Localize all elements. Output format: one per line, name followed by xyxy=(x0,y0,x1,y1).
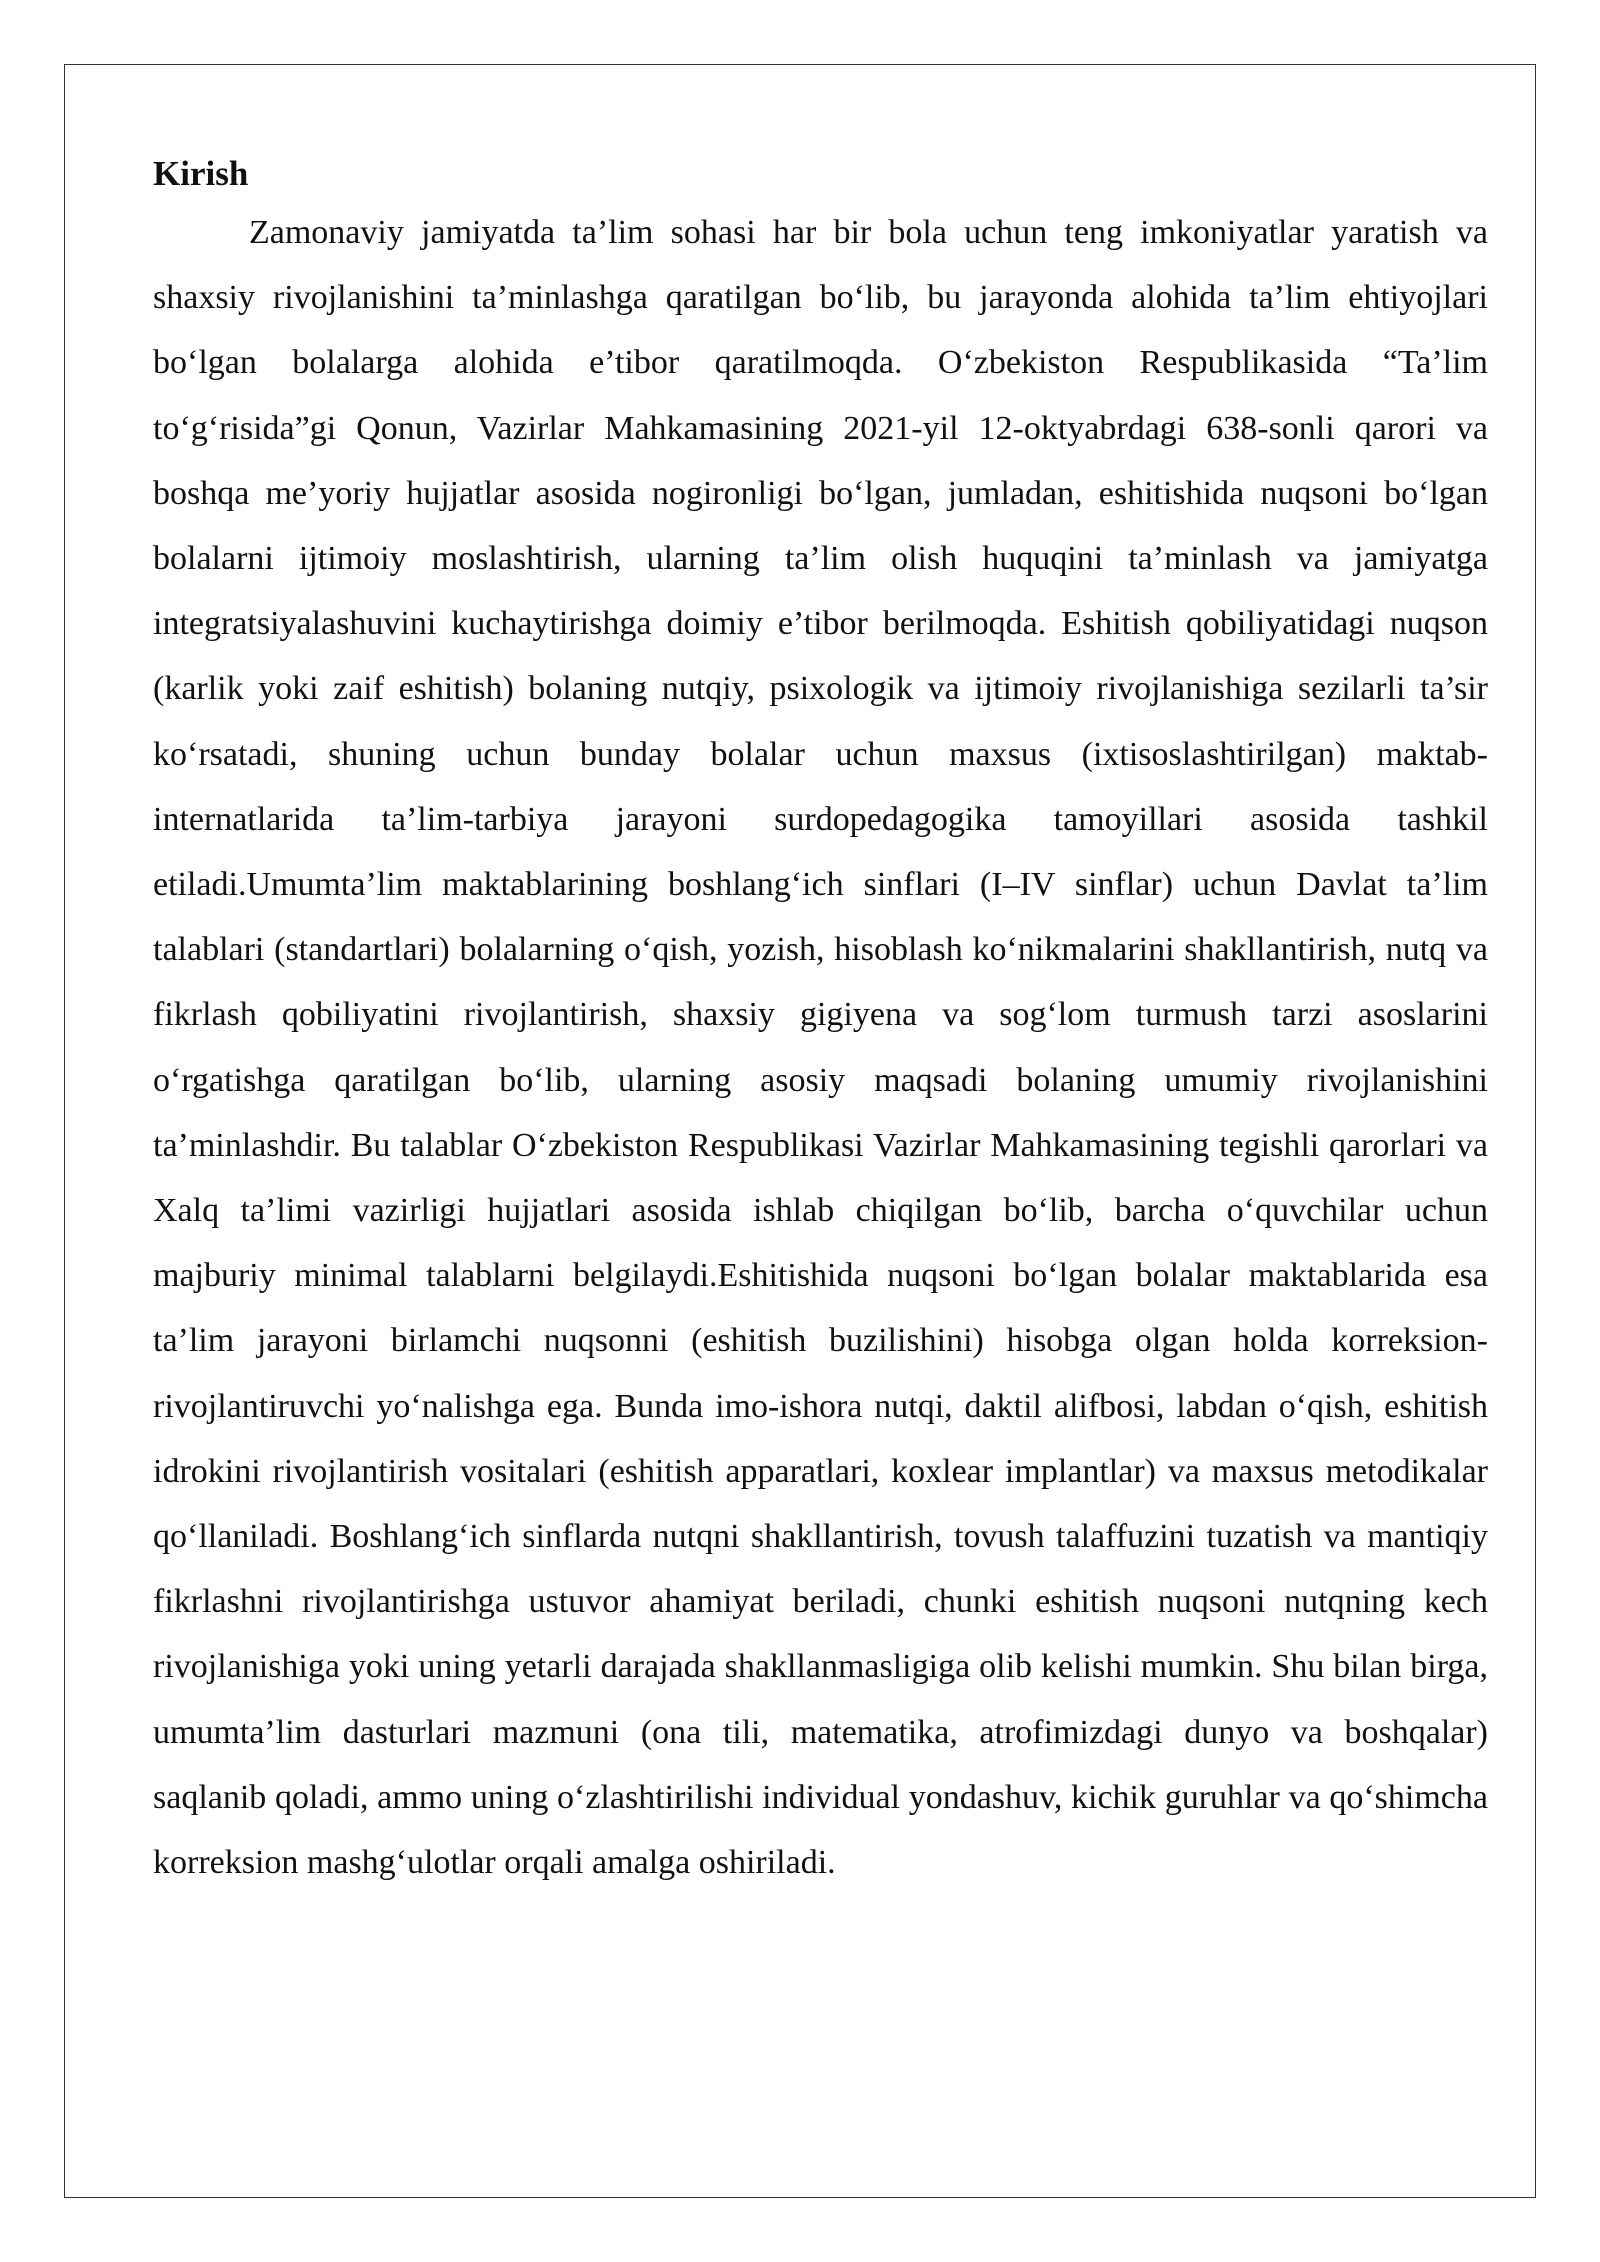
document-content xyxy=(153,148,1488,1895)
body-paragraph: Zamonaviy jamiyatda ta’lim sohasi har bir bola uchun teng imkoniyatlar yaratish va shaxsiy rivojlanishini ta’minlashga qaratilgan bo‘lib, bu jarayonda alohida ta’lim ehtiyojlari bo‘lgan bolalarga alohida e’tibor qaratilmoqda. O‘zbekiston Respublikasida “Ta’lim to‘g‘risida”gi Qonun, Vazirlar Mahkamasining 2021-yil 12-oktyabrdagi 638-sonli qarori va boshqa me’yoriy hujjatlar asosida nogironligi bo‘lgan, jumladan, eshitishida nuqsoni bo‘lgan bolalarni ijtimoiy moslashtirish, ularning ta’lim olish huquqini ta’minlash va jamiyatga integratsiyalashuvini kuchaytirishga doimiy e’tibor berilmoqda. Eshitish qobiliyatidagi nuqson (karlik yoki zaif eshitish) bolaning nutqiy, psixologik va ijtimoiy rivojlanishiga sezilarli ta’sir ko‘rsatadi, shuning uchun bunday bolalar uchun maxsus (ixtisoslashtirilgan) maktab-internatlarida ta’lim-tarbiya jarayoni surdopedagogika tamoyillari asosida tashkil etiladi.Umumta’lim maktablarining boshlang‘ich sinflari (I–IV sinflar) uchun Davlat ta’lim talablari (standartlari) bolalarning o‘qish, yozish, hisoblash ko‘nikmalarini shakllantirish, nutq va fikrlash qobiliyatini rivojlantirish, shaxsiy gigiyena va sog‘lom turmush tarzi asoslarini o‘rgatishga qaratilgan bo‘lib, ularning asosiy maqsadi bolaning umumiy rivojlanishini ta’minlashdir. Bu talablar O‘zbekiston Respublikasi Vazirlar Mahkamasining tegishli qarorlari va Xalq ta’limi vazirligi hujjatlari asosida ishlab chiqilgan bo‘lib, barcha o‘quvchilar uchun majburiy minimal talablarni belgilaydi.Eshitishida nuqsoni bo‘lgan bolalar maktablarida esa ta’lim jarayoni birlamchi nuqsonni (eshitish buzilishini) hisobga olgan holda korreksion-rivojlantiruvchi yo‘nalishga ega. Bunda imo-ishora nutqi, daktil alifbosi, labdan o‘qish, eshitish idrokini rivojlantirish vositalari (eshitish apparatlari, koxlear implantlar) va maxsus metodikalar qo‘llaniladi. Boshlang‘ich sinflarda nutqni shakllantirish, tovush talaffuzini tuzatish va mantiqiy fikrlashni rivojlantirishga ustuvor ahamiyat beriladi, chunki eshitish nuqsoni nutqning kech rivojlanishiga yoki uning yetarli darajada shakllanmasligiga olib kelishi mumkin. Shu bilan birga, umumta’lim dasturlari mazmuni (ona tili, matematika, atrofimizdagi dunyo va boshqalar) saqlanib qoladi, ammo uning o‘zlashtirilishi individual yondashuv, kichik guruhlar va qo‘shimcha korreksion mashg‘ulotlar orqali amalga oshiriladi. xyxy=(153,214,1488,1882)
section-heading: Kirish xyxy=(153,154,249,193)
